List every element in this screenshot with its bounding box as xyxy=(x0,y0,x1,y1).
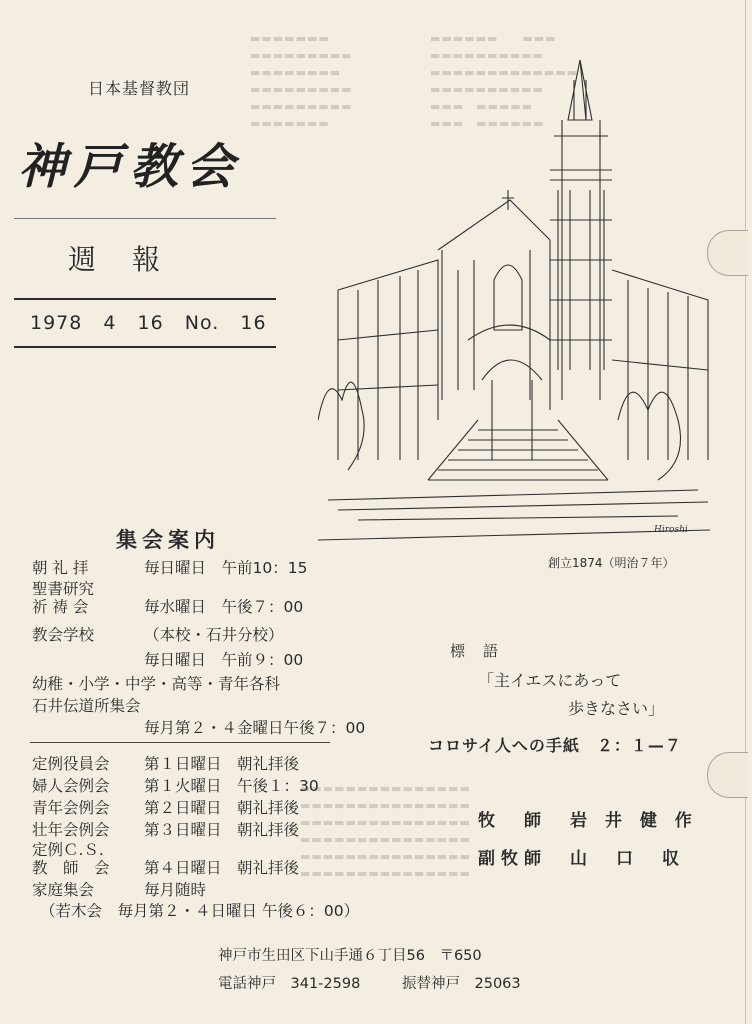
page-edge xyxy=(745,0,746,1024)
schedule-time: 毎水曜日 午後７：00 xyxy=(144,598,304,616)
regular-name: 教 師 会 xyxy=(32,859,110,877)
church-phone: 電話神戸 341-2598 xyxy=(218,976,361,992)
binder-hole-bottom xyxy=(707,752,748,798)
schedule-row xyxy=(32,694,141,716)
bleed-through-texture-3: ▬▬▬▬▬▬▬▬▬▬▬▬▬▬▬ ▬▬▬▬▬▬▬▬▬▬▬▬▬▬▬ ▬▬▬▬▬▬▬▬▬▬▬▬▬▬▬ ▬▬▬▬▬▬▬▬▬▬▬▬▬▬▬ ▬▬▬▬▬▬▬▬▬▬▬▬▬▬▬ ▬▬▬▬▬▬▬▬▬▬▬▬▬▬▬ xyxy=(300,782,471,880)
regular-name: （若木会 毎月第２・４日曜日 午後６：00） xyxy=(40,902,360,920)
binder-hole-top xyxy=(707,230,748,276)
issue-number: 16 xyxy=(240,312,267,334)
schedule-name: 教会学校 xyxy=(32,626,95,644)
schedule-name: 祈 祷 会 xyxy=(32,598,89,616)
schedule-name: 幼稚・小学・中学・高等・青年各科 xyxy=(32,675,281,693)
regular-name: 壮年会例会 xyxy=(32,821,110,839)
founding-year: 創立1874（明治７年） xyxy=(548,556,675,570)
schedule-row xyxy=(32,556,307,578)
regular-name: 定例役員会 xyxy=(32,755,110,773)
motto-line-2: 歩きなさい」 xyxy=(568,699,665,718)
schedule-row xyxy=(32,595,303,617)
regular-name: 家庭集会 xyxy=(32,881,95,899)
title-rule xyxy=(14,218,276,219)
date-rule-bottom xyxy=(14,346,276,348)
bleed-through-texture-2: ▬▬▬▬▬▬▬ ▬▬▬▬▬▬▬▬▬ ▬▬▬▬▬▬▬▬ ▬▬▬▬▬▬▬▬▬ ▬▬▬▬▬▬▬▬▬ ▬▬▬▬▬▬▬ xyxy=(250,32,353,130)
regular-time: 毎月随時 xyxy=(144,881,207,899)
meetings-divider xyxy=(30,742,330,743)
schedule-row xyxy=(32,648,303,670)
schedule-name: 朝 礼 拝 xyxy=(32,559,89,577)
issue-no-label: No. xyxy=(184,312,220,334)
issue-month: 4 xyxy=(103,312,117,334)
motto-reference: コロサイ人への手紙 ２：１—７ xyxy=(428,736,682,755)
regular-name: 定例Ｃ.Ｓ. xyxy=(32,841,104,859)
regular-time: 第４日曜日 朝礼拝後 xyxy=(144,859,300,877)
schedule-row xyxy=(32,672,280,694)
issue-year: 1978 xyxy=(30,312,83,334)
church-sketch xyxy=(318,40,710,560)
bulletin-label: 週報 xyxy=(68,243,197,276)
staff-name: 岩 井 健 作 xyxy=(570,811,698,831)
staff-name: 山 口 収 xyxy=(570,849,685,869)
regular-row xyxy=(32,856,299,878)
staff-pastor xyxy=(478,806,698,831)
issue-day: 16 xyxy=(137,312,164,334)
sketch-signature: Hiroshi xyxy=(654,525,688,535)
schedule-time: （本校・石井分校） xyxy=(144,626,284,644)
church-address: 神戸市生田区下山手通６丁目56 〒650 xyxy=(218,948,482,964)
schedule-name: 石井伝道所集会 xyxy=(32,697,141,715)
staff-role: 牧 師 xyxy=(478,811,547,831)
bleed-through-texture: ▬▬▬▬▬▬ ▬▬▬ ▬▬▬▬▬▬▬▬▬▬ ▬▬▬▬▬▬▬▬▬▬▬▬▬ ▬▬▬▬▬▬▬▬▬▬ ▬▬▬ ▬▬▬▬▬ ▬▬▬ ▬▬▬▬▬▬ xyxy=(430,32,579,130)
schedule-time: 毎日曜日 午前９：00 xyxy=(144,651,304,669)
schedule-name: 聖書研究 xyxy=(32,580,95,598)
schedule-time: 毎月第２・４金曜日午後７：00 xyxy=(144,719,366,737)
meetings-title: 集会案内 xyxy=(116,528,220,552)
postal-transfer: 振替神戸 25063 xyxy=(402,976,521,992)
regular-name: 婦人会例会 xyxy=(32,777,110,795)
regular-time: 第１日曜日 朝礼拝後 xyxy=(144,755,300,773)
motto-line-1: 「主イエスにあって xyxy=(478,671,622,690)
schedule-time: 毎日曜日 午前10：15 xyxy=(144,559,308,577)
regular-row xyxy=(32,818,299,840)
staff-role: 副牧師 xyxy=(478,849,547,869)
issue-date xyxy=(30,312,281,334)
staff-associate-pastor xyxy=(478,844,685,869)
motto-heading: 標語 xyxy=(450,642,517,660)
regular-row xyxy=(32,752,299,774)
regular-row xyxy=(32,796,299,818)
church-name-title: 神戸教会 xyxy=(18,139,243,195)
organization-name: 日本基督教団 xyxy=(88,79,191,98)
schedule-row xyxy=(32,716,365,738)
regular-name: 青年会例会 xyxy=(32,799,110,817)
regular-row xyxy=(32,878,206,900)
date-rule-top xyxy=(14,298,276,300)
regular-time: 第３日曜日 朝礼拝後 xyxy=(144,821,300,839)
schedule-row xyxy=(32,623,284,645)
regular-row xyxy=(32,774,319,796)
regular-time: 第１火曜日 午後１：30 xyxy=(144,777,319,795)
regular-row xyxy=(40,899,359,921)
regular-time: 第２日曜日 朝礼拝後 xyxy=(144,799,300,817)
